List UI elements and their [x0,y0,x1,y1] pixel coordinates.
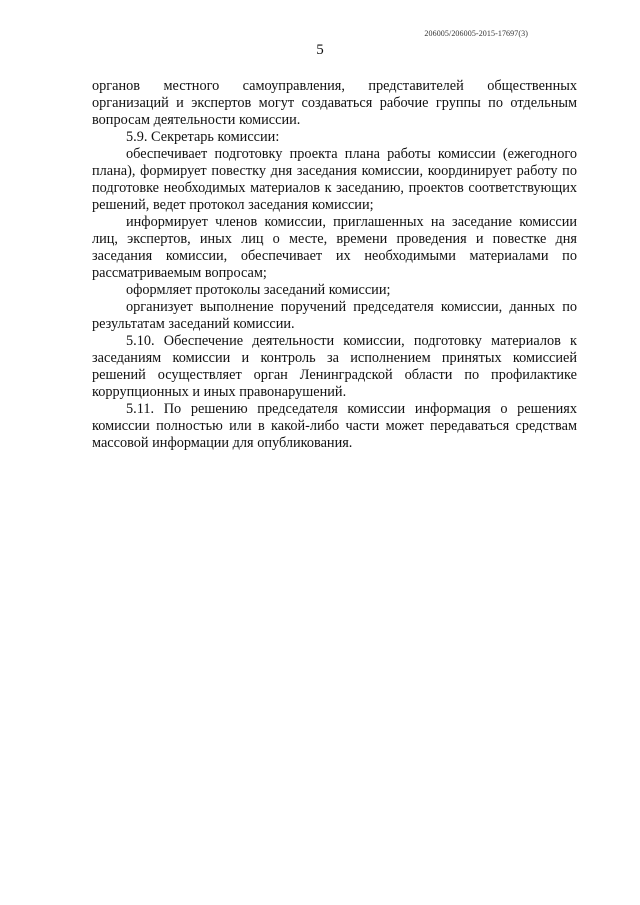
paragraph-5-11: 5.11. По решению председателя комиссии информация о решениях комиссии полностью или в какой-либо части может передаваться средствам массовой информации для опубликования. [92,401,577,451]
paragraph-secretary-duty-1: обеспечивает подготовку проекта плана работы комиссии (ежегодного плана), формирует повестку дня заседания комиссии, координирует работу по подготовке необходимых материалов к заседанию, проектов соответствующих решений, ведет протокол заседания комиссии; [92,146,577,213]
document-reference-number: 206005/206005-2015-17697(3) [424,29,528,38]
paragraph-5-10: 5.10. Обеспечение деятельности комиссии, подготовку материалов к заседаниям комиссии и контроль за исполнением принятых комиссией решений осуществляет орган Ленинградской области по профилактике коррупционных и иных правонарушений. [92,333,577,400]
paragraph-continuation: органов местного самоуправления, представителей общественных организаций и экспертов могут создаваться рабочие группы по отдельным вопросам деятельности комиссии. [92,78,577,128]
paragraph-secretary-duty-4: организует выполнение поручений председателя комиссии, данных по результатам заседаний комиссии. [92,299,577,332]
paragraph-5-9-heading: 5.9. Секретарь комиссии: [126,129,280,145]
paragraph-secretary-duty-3: оформляет протоколы заседаний комиссии; [126,282,391,298]
document-body [92,78,577,452]
paragraph-secretary-duty-2: информирует членов комиссии, приглашенных на заседание комиссии лиц, экспертов, иных лиц о месте, времени проведения и повестке дня заседания комиссии, обеспечивает их необходимыми материалами по рассматриваемым вопросам; [92,214,577,281]
page-number: 5 [316,42,324,58]
